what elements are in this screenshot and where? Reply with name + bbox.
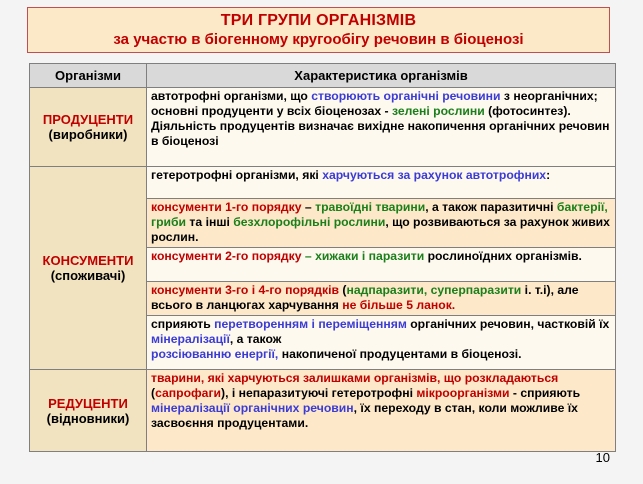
reducers-name: РЕДУЦЕНТИ xyxy=(48,395,128,411)
text-fragment: (фотосинтез). Діяльність продуцентів визначає вихідне накопичення органічних речовин в біоценозі xyxy=(151,104,610,148)
producers-name: ПРОДУЦЕНТИ xyxy=(42,112,134,127)
reducers-description xyxy=(147,370,616,452)
consumers-row-1 xyxy=(30,167,616,199)
text-fragment: гетеротрофні організми, які xyxy=(151,168,323,182)
text-fragment: консументи 3-го і 4-го порядків xyxy=(151,283,339,297)
text-fragment: автотрофні організми, що xyxy=(151,89,312,103)
text-fragment: мікроорганізми xyxy=(416,386,510,400)
text-fragment: розсіюванню енергії, xyxy=(151,347,279,361)
text-fragment: , а також паразитичні xyxy=(425,200,557,214)
header-organisms: Організми xyxy=(30,64,147,88)
header-characteristics: Характеристика організмів xyxy=(147,64,616,88)
text-fragment: харчуються за рахунок автотрофних xyxy=(322,168,547,182)
consumers-name: КОНСУМЕНТИ xyxy=(42,253,134,268)
title-box xyxy=(27,7,610,53)
text-fragment: тварини, які харчуються залишками організмів, що розкладаються xyxy=(151,371,559,385)
consumers-description-2 xyxy=(147,199,616,248)
title-main: ТРИ ГРУПИ ОРГАНІЗМІВ xyxy=(220,12,417,29)
text-fragment: , їх переходу в стан, коли можливе їх засвоєння продуцентами. xyxy=(151,401,578,430)
organisms-table xyxy=(29,63,616,452)
text-fragment: надпаразити, суперпаразити xyxy=(346,283,522,297)
text-fragment: , а також xyxy=(229,332,282,346)
producers-row xyxy=(30,88,616,167)
text-fragment: консументи 1-го порядку xyxy=(151,200,302,214)
page-number: 10 xyxy=(595,450,610,465)
text-fragment: зелені рослини xyxy=(391,104,485,118)
producers-description xyxy=(147,88,616,167)
text-fragment: травоїдні тварини xyxy=(315,200,426,214)
consumers-cell xyxy=(30,167,147,370)
consumers-description-5 xyxy=(147,316,616,370)
text-fragment: та інші xyxy=(186,215,234,229)
text-fragment: накопиченої продуцентами в біоценозі. xyxy=(278,347,522,361)
text-fragment: – хижаки і паразити xyxy=(301,249,425,263)
text-fragment: основні продуценти у всіх біоценозах - xyxy=(151,104,392,118)
text-fragment: не більше 5 ланок. xyxy=(342,298,456,312)
consumers-description-1 xyxy=(147,167,616,199)
text-fragment: ( xyxy=(339,283,347,297)
consumers-description-3 xyxy=(147,248,616,282)
text-fragment: органічних речовин, частковій їх xyxy=(406,317,610,331)
reducers-row xyxy=(30,370,616,452)
text-fragment: мінералізації xyxy=(151,332,230,346)
reducers-cell xyxy=(30,370,147,452)
consumers-sub: (споживачі) xyxy=(50,268,126,283)
text-fragment: , що розвиваються за рахунок живих рослин. xyxy=(151,215,610,244)
text-fragment: з неорганічних; xyxy=(500,89,598,103)
text-fragment: сапрофаги xyxy=(155,386,222,400)
table-header-row xyxy=(30,64,616,88)
text-fragment: - сприяють xyxy=(509,386,581,400)
text-fragment: : xyxy=(546,168,551,182)
text-fragment: мінералізації органічних речовин xyxy=(151,401,354,415)
text-fragment: ( xyxy=(151,386,156,400)
text-fragment: створюють органічні речовини xyxy=(311,89,501,103)
producers-sub: (виробники) xyxy=(48,127,128,142)
text-fragment: рослиноїдних організмів. xyxy=(424,249,582,263)
reducers-sub: (відновники) xyxy=(46,410,130,426)
text-fragment: сприяють xyxy=(151,317,215,331)
producers-cell xyxy=(30,88,147,167)
text-fragment: безхлорофільні рослини xyxy=(233,215,386,229)
text-fragment: і. т.і), але всього в ланцюгах харчування xyxy=(151,283,579,312)
text-fragment: перетворенням і переміщенням xyxy=(214,317,407,331)
text-fragment: – xyxy=(301,200,316,214)
title-subtitle: за участю в біогенному кругообігу речовин в біоценозі xyxy=(113,31,524,48)
text-fragment: консументи 2-го порядку xyxy=(151,249,302,263)
text-fragment: ), і непаразитуючі гетеротрофні xyxy=(221,386,417,400)
text-fragment: бактерії, гриби xyxy=(151,200,608,229)
consumers-description-4 xyxy=(147,282,616,316)
